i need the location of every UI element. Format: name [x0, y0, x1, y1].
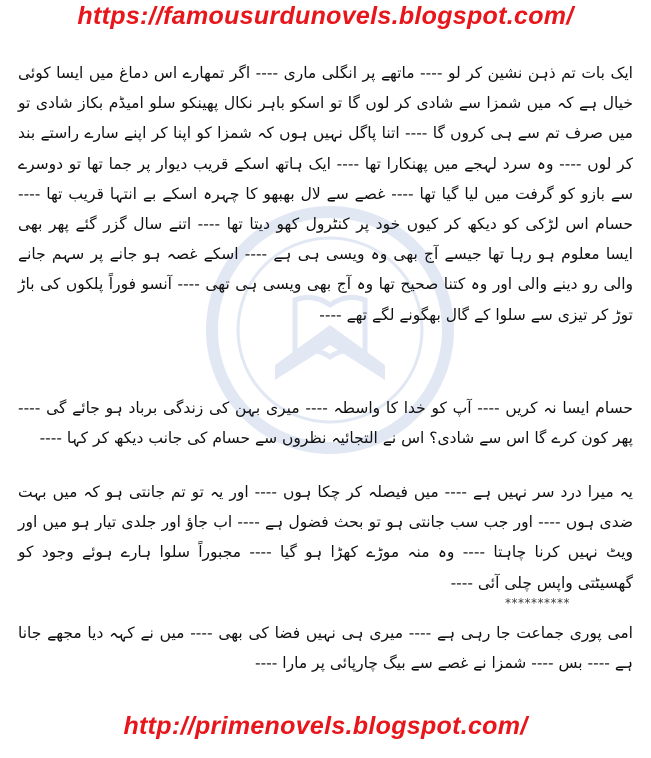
paragraph-1 — [18, 58, 633, 330]
paragraph-3 — [18, 477, 633, 598]
paragraph-3-text: یہ میرا درد سر نہیں ہے ---- میں فیصلہ کر چکا ہوں ---- اور یہ تو تم جانتی ہو کہ میں بہت ضدی ہوں ---- اور جب سب جانتی ہو تو بحث فضول ہے ---- اب جاؤ اور جلدی تیار ہو میں اور ویٹ نہیں کرنا چاہتا ---- وہ منہ موڑے کھڑا ہو گیا ---- مجبوراً سلوا ہارے ہوئے وجود کو گھسیٹتی واپس چلی آئی ---- — [18, 483, 633, 592]
paragraph-2-text: حسام ایسا نہ کریں ---- آپ کو خدا کا واسطہ ---- میری بہن کی زندگی برباد ہو جائے گی ---- پھر کون کرے گا اس سے شادی؟ اس نے التجائیہ نظروں سے حسام کی جانب دیکھ کر کہا ---- — [18, 399, 633, 448]
header-url[interactable]: https://famousurdunovels.blogspot.com/ — [77, 2, 574, 30]
paragraph-2 — [18, 393, 633, 453]
section-separator: ********** — [505, 596, 570, 610]
footer-url[interactable]: http://primenovels.blogspot.com/ — [123, 712, 528, 740]
paragraph-4-text: امی پوری جماعت جا رہی ہے ---- میری ہی نہیں فضا کی بھی ---- میں نے کہہ دیا مجھے جانا ہے ---- بس ---- شمزا نے غصے سے بیگ چارپائی پر مارا ---- — [18, 624, 633, 673]
paragraph-1-text: ایک بات تم ذہن نشین کر لو ---- ماتھے پر انگلی ماری ---- اگر تمھارے اس دماغ میں ایسا کوئی خیال ہے کہ میں شمزا سے شادی کر لوں گا تو اسکو باہر نکال پھینکو سلو امیڈم بکاز شادی تو میں صرف تم سے ہی کروں گا ---- اتنا پاگل نہیں ہوں کہ شمزا کو اپنا کر اپنے سارے راستے بند کر لوں ---- وہ سرد لہجے میں پھنکارا تھا ---- ایک ہاتھ اسکے قریب دیوار پر جما تھا تو دوسرے سے بازو کو گرفت میں لیا گیا تھا ---- غصے سے لال بھبھو کا چہرہ اسکے بے انتہا قریب تھا ---- حسام اس لڑکی کو دیکھ کر کیوں خود پر کنٹرول کھو دیتا تھا ---- اتنے سال گزر گئے پھر بھی ایسا معلوم ہو رہا تھا جیسے آج بھی وہ ویسی ہی ہے ---- اسکے غصہ ہو جانے پر سہم جانے والی رو دینے والی اور وہ کتنا صحیح تھا وہ آج بھی ویسی ہی تھی ---- آنسو فوراً پلکوں کی باڑ توڑ کر تیزی سے سلوا کے گال بھگونے لگے تھے ---- — [18, 64, 633, 324]
paragraph-4 — [18, 618, 633, 678]
